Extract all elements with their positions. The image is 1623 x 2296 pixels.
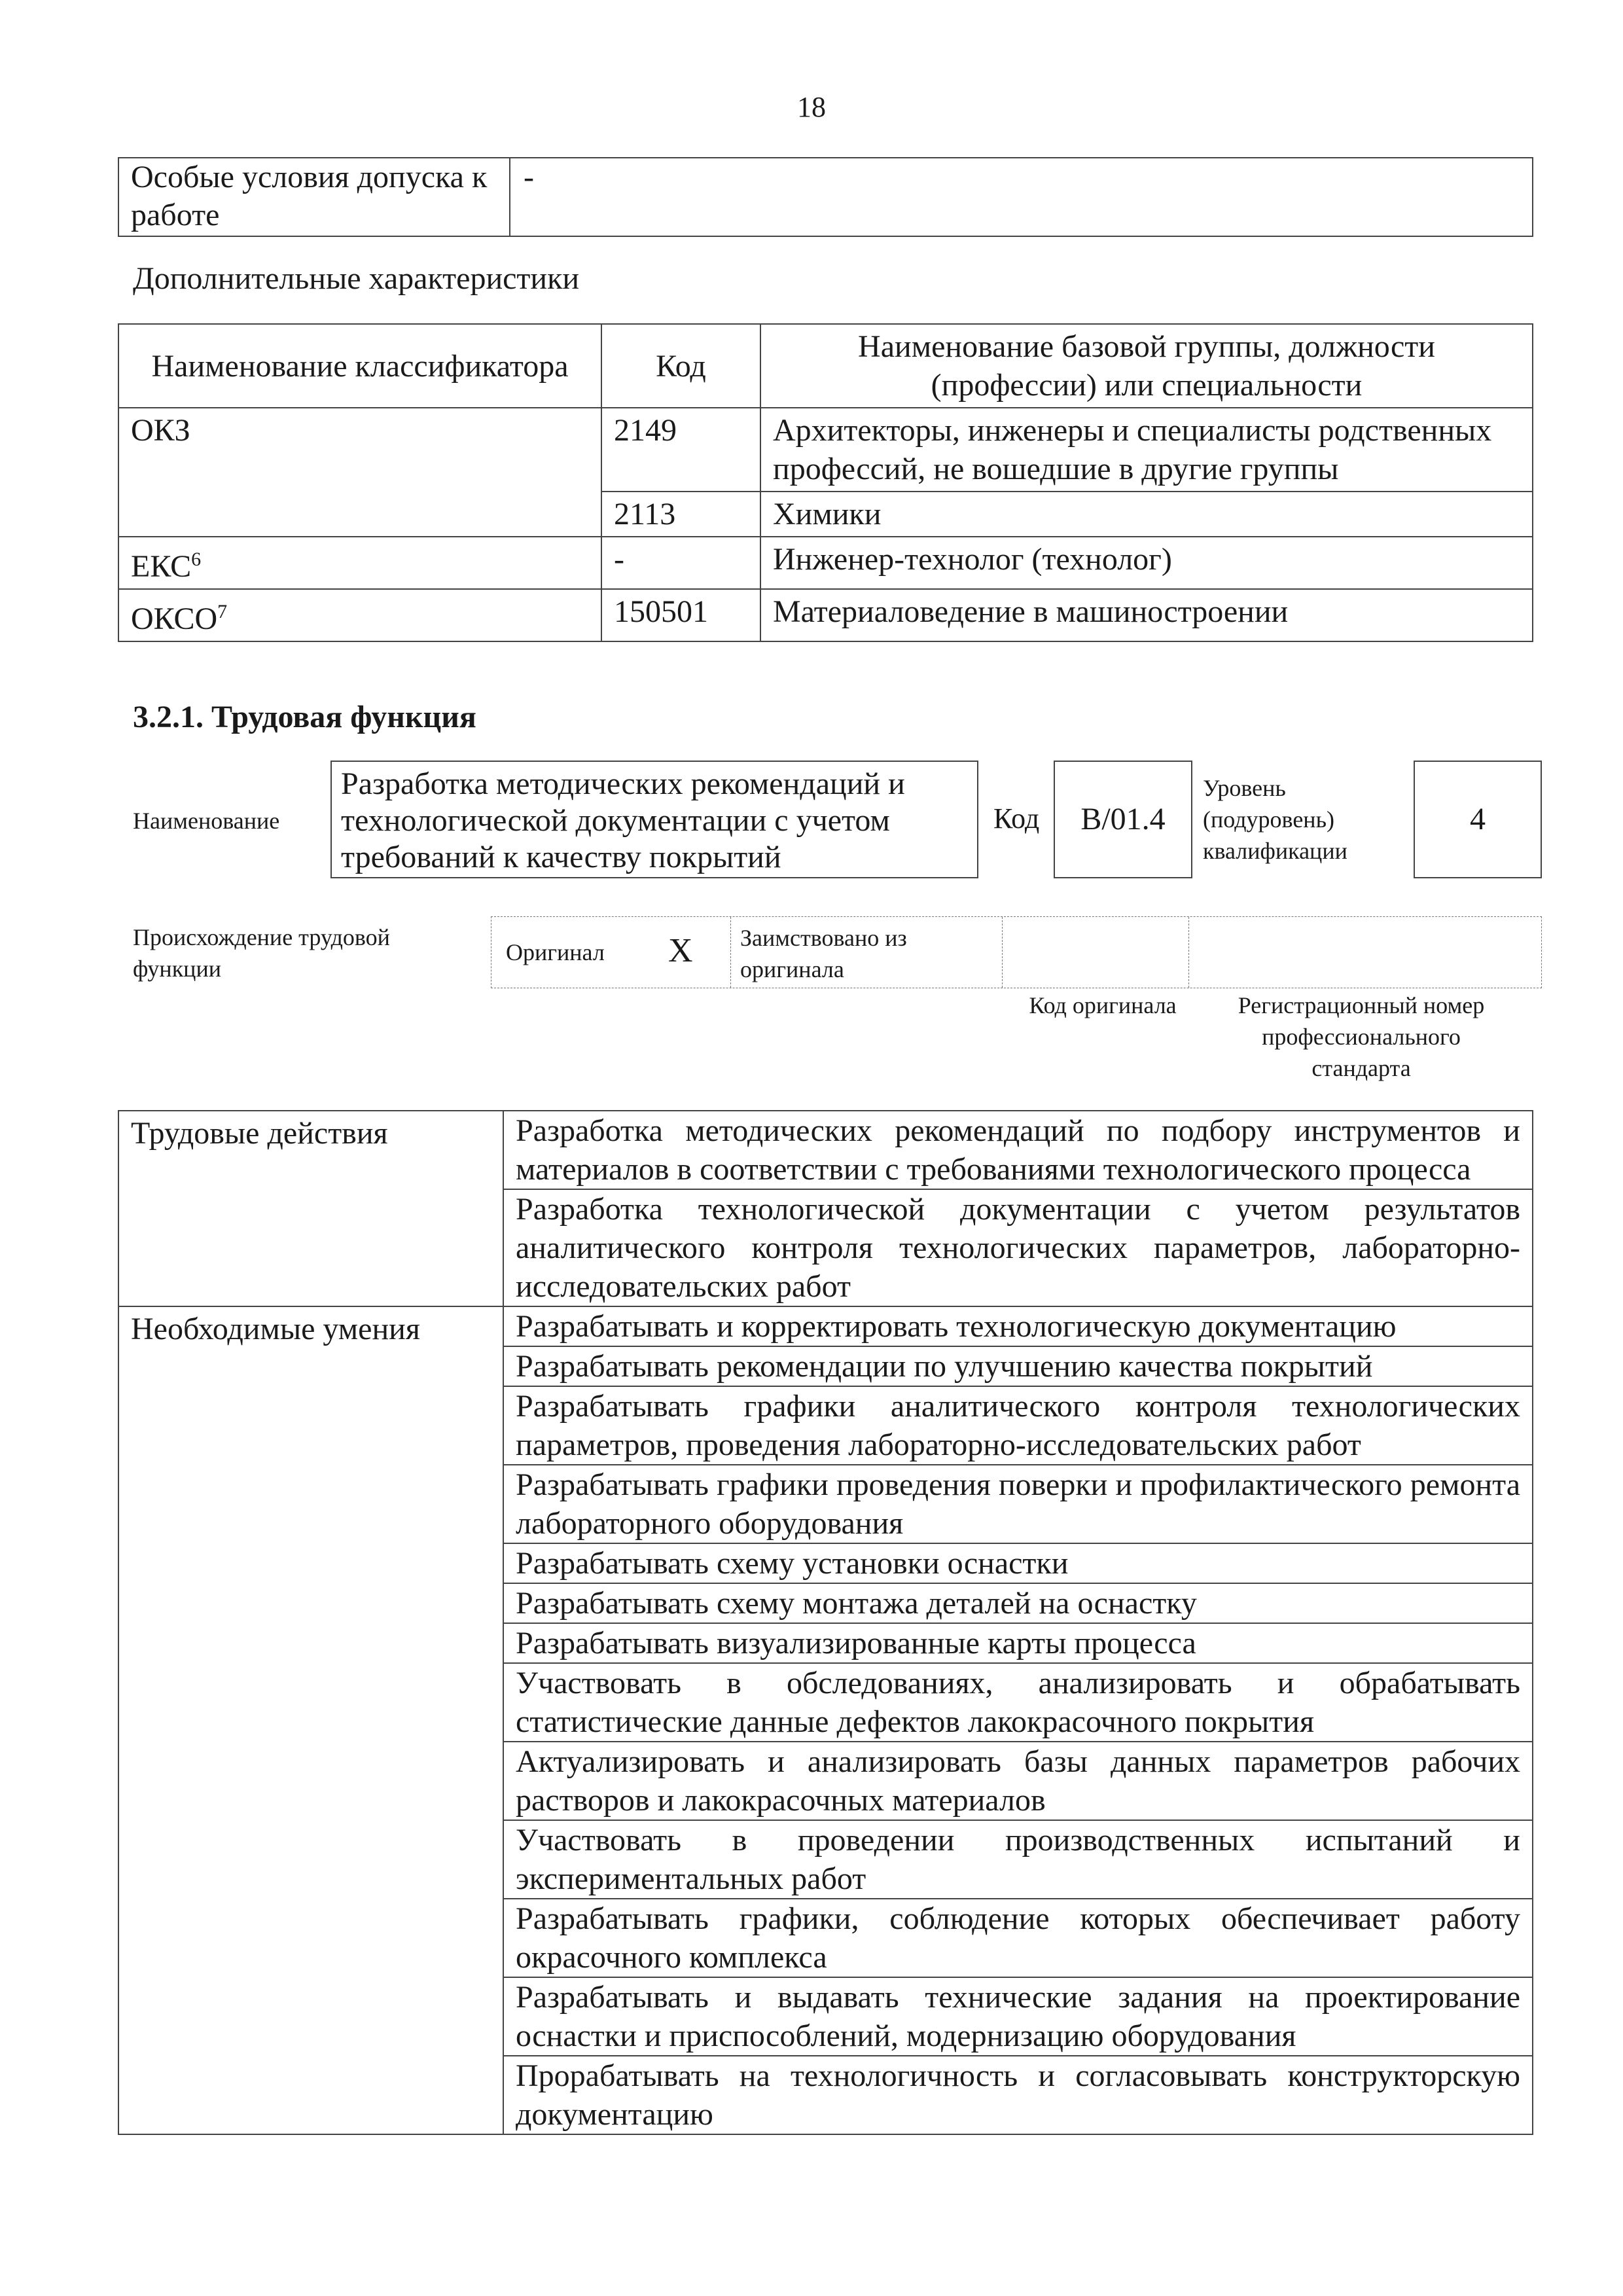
origin-divider-1 xyxy=(730,917,732,988)
reg-number-caption: Регистрационный номер профессионального стандарта xyxy=(1238,992,1485,1081)
function-code-label: Код xyxy=(993,802,1040,834)
okso-code: 150501 xyxy=(601,589,760,641)
origin-divider-3 xyxy=(1188,917,1190,988)
skill-item: Разрабатывать графики аналитического контроля технологических параметров, проведения лабораторно-исследовательских работ xyxy=(503,1386,1533,1465)
admission-value: - xyxy=(510,158,1533,236)
skills-label: Необходимые умения xyxy=(118,1306,503,2134)
original-label: Оригинал xyxy=(506,939,605,965)
skill-item: Участвовать в проведении производственных испытаний и экспериментальных работ xyxy=(503,1820,1533,1899)
additional-heading: Дополнительные характеристики xyxy=(133,261,580,296)
header-classifier: Наименование классификатора xyxy=(118,324,601,408)
skill-item: Разрабатывать и выдавать технические задания на проектирование оснастки и приспособлений, модернизацию оборудования xyxy=(503,1977,1533,2056)
level-box: 4 xyxy=(1414,761,1542,878)
origin-row xyxy=(491,916,1542,988)
okz-title-1: Архитекторы, инженеры и специалисты родственных профессий, не вошедшие в другие группы xyxy=(760,408,1533,492)
action-item: Разработка технологической документации с учетом результатов аналитического контроля технологических параметров, лабораторно-исследовательских работ xyxy=(503,1189,1533,1306)
skill-item: Актуализировать и анализировать базы данных параметров рабочих растворов и лакокрасочных материалов xyxy=(503,1742,1533,1820)
function-name-box: Разработка методических рекомендаций и технологической документации с учетом требований к качеству покрытий xyxy=(330,761,978,878)
skill-item: Разрабатывать схему установки оснастки xyxy=(503,1543,1533,1583)
eks-name: ЕКС$^6$ xyxy=(118,537,601,589)
orig-code-caption: Код оригинала xyxy=(1029,992,1177,1018)
admission-table xyxy=(118,157,1533,237)
function-name-label: Наименование xyxy=(133,808,280,834)
eks-title: Инженер-технолог (технолог) xyxy=(760,537,1533,589)
skill-item: Разрабатывать рекомендации по улучшению качества покрытий xyxy=(503,1346,1533,1386)
page-number: 18 xyxy=(797,91,826,123)
skill-item: Участвовать в обследованиях, анализировать и обрабатывать статистические данные дефектов лакокрасочного покрытия xyxy=(503,1663,1533,1742)
actions-skills-table xyxy=(118,1110,1533,2135)
function-code-box: B/01.4 xyxy=(1054,761,1192,878)
eks-code: - xyxy=(601,537,760,589)
origin-label: Происхождение трудовой функции xyxy=(133,924,390,982)
action-item: Разработка методических рекомендаций по подбору инструментов и материалов в соответствии с требованиями технологического процесса xyxy=(503,1111,1533,1189)
skill-item: Разрабатывать графики, соблюдение которых обеспечивает работу окрасочного комплекса xyxy=(503,1899,1533,1977)
okz-name: ОКЗ xyxy=(118,408,601,537)
skill-item: Разрабатывать визуализированные карты процесса xyxy=(503,1623,1533,1663)
okz-code-2: 2113 xyxy=(601,492,760,537)
section-title: 3.2.1. Трудовая функция xyxy=(133,700,476,734)
actions-label: Трудовые действия xyxy=(118,1111,503,1306)
level-label: Уровень (подуровень) квалификации xyxy=(1203,775,1347,864)
okso-name: ОКСО$^7$ xyxy=(118,589,601,641)
okz-code-1: 2149 xyxy=(601,408,760,492)
admission-label: Особые условия допуска к работе xyxy=(118,158,510,236)
skill-item: Разрабатывать графики проведения поверки и профилактического ремонта лабораторного оборудования xyxy=(503,1465,1533,1543)
okz-title-2: Химики xyxy=(760,492,1533,537)
skill-item: Разрабатывать и корректировать технологическую документацию xyxy=(503,1306,1533,1346)
skill-item: Прорабатывать на технологичность и согласовывать конструкторскую документацию xyxy=(503,2056,1533,2134)
borrowed-label: Заимствовано из оригинала xyxy=(740,925,907,982)
origin-divider-2 xyxy=(1002,917,1003,988)
skill-item: Разрабатывать схему монтажа деталей на оснастку xyxy=(503,1583,1533,1623)
header-group: Наименование базовой группы, должности (профессии) или специальности xyxy=(760,324,1533,408)
header-code: Код xyxy=(601,324,760,408)
classifier-table xyxy=(118,323,1533,642)
okso-title: Материаловедение в машиностроении xyxy=(760,589,1533,641)
original-mark: X xyxy=(668,932,693,969)
